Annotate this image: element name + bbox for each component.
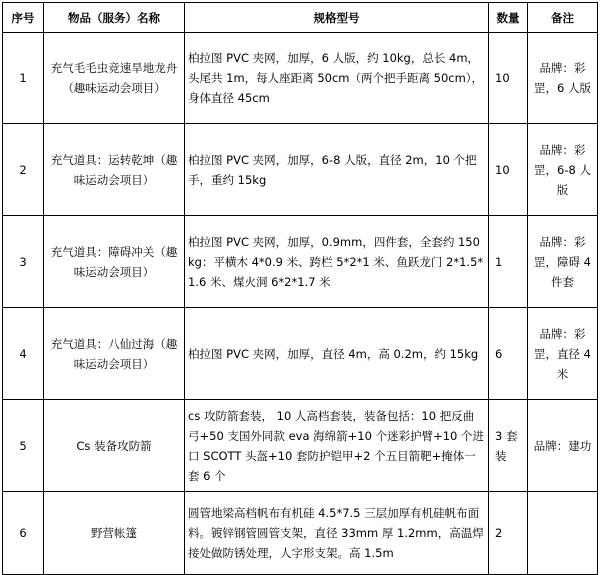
row-note: 品牌：建功 <box>528 400 598 492</box>
row-item-name: Cs 装备攻防箭 <box>44 400 185 492</box>
header-quantity: 数量 <box>489 3 528 33</box>
header-item-name: 物品（服务）名称 <box>44 3 185 33</box>
row-item-name: 充气道具：障碍冲关（趣味运动会项目） <box>44 216 185 308</box>
row-item-name: 充气道具：八仙过海（趣味运动会项目） <box>44 308 185 400</box>
header-index: 序号 <box>3 3 44 33</box>
row-note: 品牌：彩罡，6-8 人版 <box>528 124 598 216</box>
row-quantity: 2 <box>489 492 528 575</box>
row-quantity: 10 <box>489 33 528 124</box>
table-row <box>3 308 598 400</box>
table-row <box>3 33 598 124</box>
row-spec: 柏拉图 PVC 夹网，加厚，0.9mm，四件套，全套约 150kg：平横木 4*0.9 米、跨栏 5*2*1 米、鱼跃龙门 2*1.5*1.6 米、煤火洞 6*2*1.7 米 <box>185 216 489 308</box>
row-spec: 柏拉图 PVC 夹网，加厚，6 人版，约 10kg，总长 4m，头尾共 1m，每人座距离 50cm（两个把手距离 50cm），身体直径 45cm <box>185 33 489 124</box>
table-row <box>3 492 598 575</box>
table-row <box>3 400 598 492</box>
row-item-name: 充气道具：运转乾坤（趣味运动会项目） <box>44 124 185 216</box>
row-quantity: 3 套装 <box>489 400 528 492</box>
row-note: 品牌：彩罡，障碍 4 件套 <box>528 216 598 308</box>
row-spec: 柏拉图 PVC 夹网，加厚，6-8 人版，直径 2m，10 个把手，重约 15kg <box>185 124 489 216</box>
row-quantity: 10 <box>489 124 528 216</box>
row-quantity: 1 <box>489 216 528 308</box>
row-index: 1 <box>3 33 44 124</box>
row-spec: 圆管地梁高档帆布有机硅 4.5*7.5 三层加厚有机硅帆布面料。镀锌钢管圆管支架，直径 33mm 厚 1.2mm，高温焊接处做防锈处理，人字形支架。高 1.5m <box>185 492 489 575</box>
row-spec: 柏拉图 PVC 夹网，加厚，直径 4m，高 0.2m，约 15kg <box>185 308 489 400</box>
table-row <box>3 124 598 216</box>
row-note: 品牌：彩罡，直径 4 米 <box>528 308 598 400</box>
header-note: 备注 <box>528 3 598 33</box>
row-quantity: 6 <box>489 308 528 400</box>
row-spec: cs 攻防箭套装， 10 人高档套装，装备包括：10 把反曲弓+50 支国外同款 eva 海绵箭+10 个迷彩护臂+10 个进口 SCOTT 头盔+10 套防护铠甲+2 个五目箭靶+掩体一套 6 个 <box>185 400 489 492</box>
row-item-name: 野营帐篷 <box>44 492 185 575</box>
header-spec: 规格型号 <box>185 3 489 33</box>
row-item-name: 充气毛毛虫竞速旱地龙舟（趣味运动会项目） <box>44 33 185 124</box>
table-row <box>3 216 598 308</box>
row-index: 3 <box>3 216 44 308</box>
row-note: 品牌：彩罡，6 人版 <box>528 33 598 124</box>
row-index: 2 <box>3 124 44 216</box>
row-index: 6 <box>3 492 44 575</box>
row-index: 5 <box>3 400 44 492</box>
row-note <box>528 492 598 575</box>
row-index: 4 <box>3 308 44 400</box>
table-header-row <box>3 3 598 33</box>
procurement-table <box>2 2 598 575</box>
